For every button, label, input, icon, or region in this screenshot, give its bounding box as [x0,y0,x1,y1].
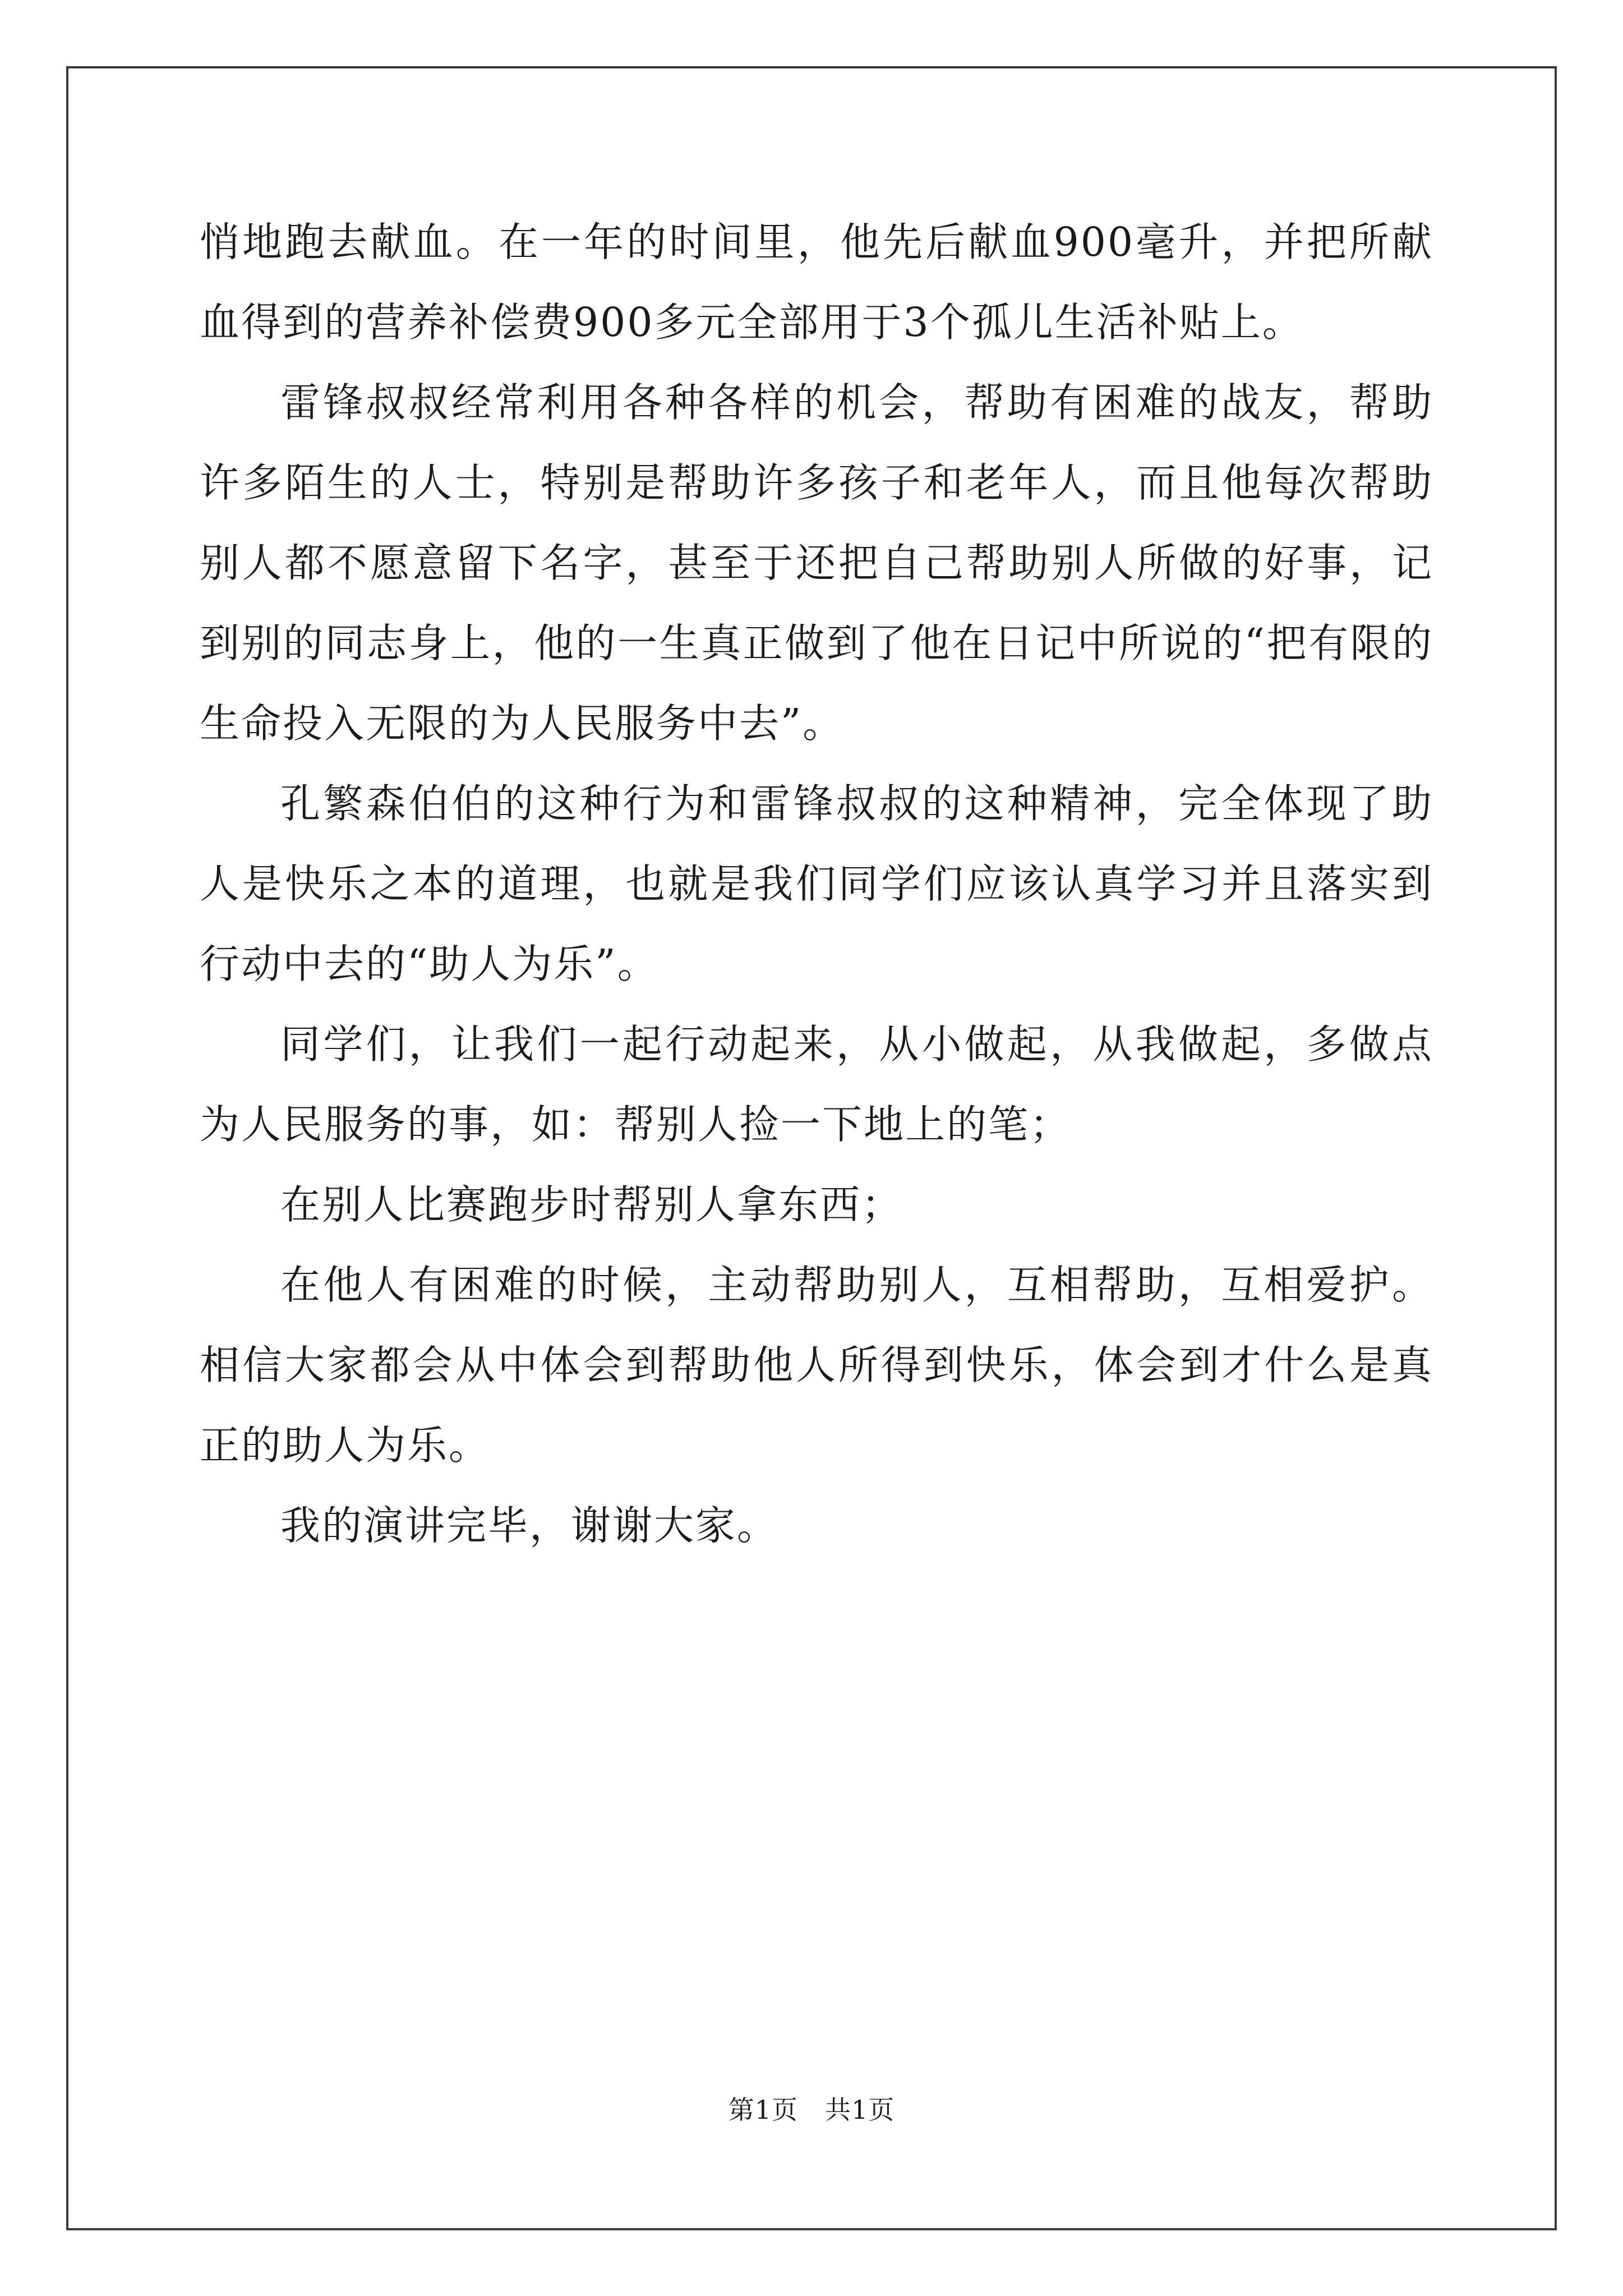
page-total: 共1页 [825,2095,895,2125]
page-footer [0,2090,1623,2127]
paragraph-5: 在别人比赛跑步时帮别人拿东西； [280,1181,903,1228]
document-body [200,202,1433,1566]
paragraph-7: 我的演讲完毕，谢谢大家。 [280,1502,779,1549]
page-number: 第1页 [728,2095,798,2125]
paragraph-3: 孔繁森伯伯的这种行为和雷锋叔叔的这种精神，完全体现了助人是快乐之本的道理，也就是我们同学们应该认真学习并且落实到行动中去的“助人为乐”。 [200,780,1433,987]
paragraph-6: 在他人有困难的时候，主动帮助别人，互相帮助，互相爱护。相信大家都会从中体会到帮助他人所得到快乐，体会到才什么是真正的助人为乐。 [200,1262,1433,1469]
paragraph-1: 悄地跑去献血。在一年的时间里，他先后献血900毫升，并把所献血得到的营养补偿费900多元全部用于3个孤儿生活补贴上。 [200,219,1433,346]
paragraph-2: 雷锋叔叔经常利用各种各样的机会，帮助有困难的战友，帮助许多陌生的人士，特别是帮助许多孩子和老年人，而且他每次帮助别人都不愿意留下名字，甚至于还把自己帮助别人所做的好事，记到别的同志身上，他的一生真正做到了他在日记中所说的“把有限的生命投入无限的为人民服务中去”。 [200,379,1433,747]
paragraph-4: 同学们，让我们一起行动起来，从小做起，从我做起，多做点为人民服务的事，如：帮别人捡一下地上的笔； [200,1021,1433,1148]
